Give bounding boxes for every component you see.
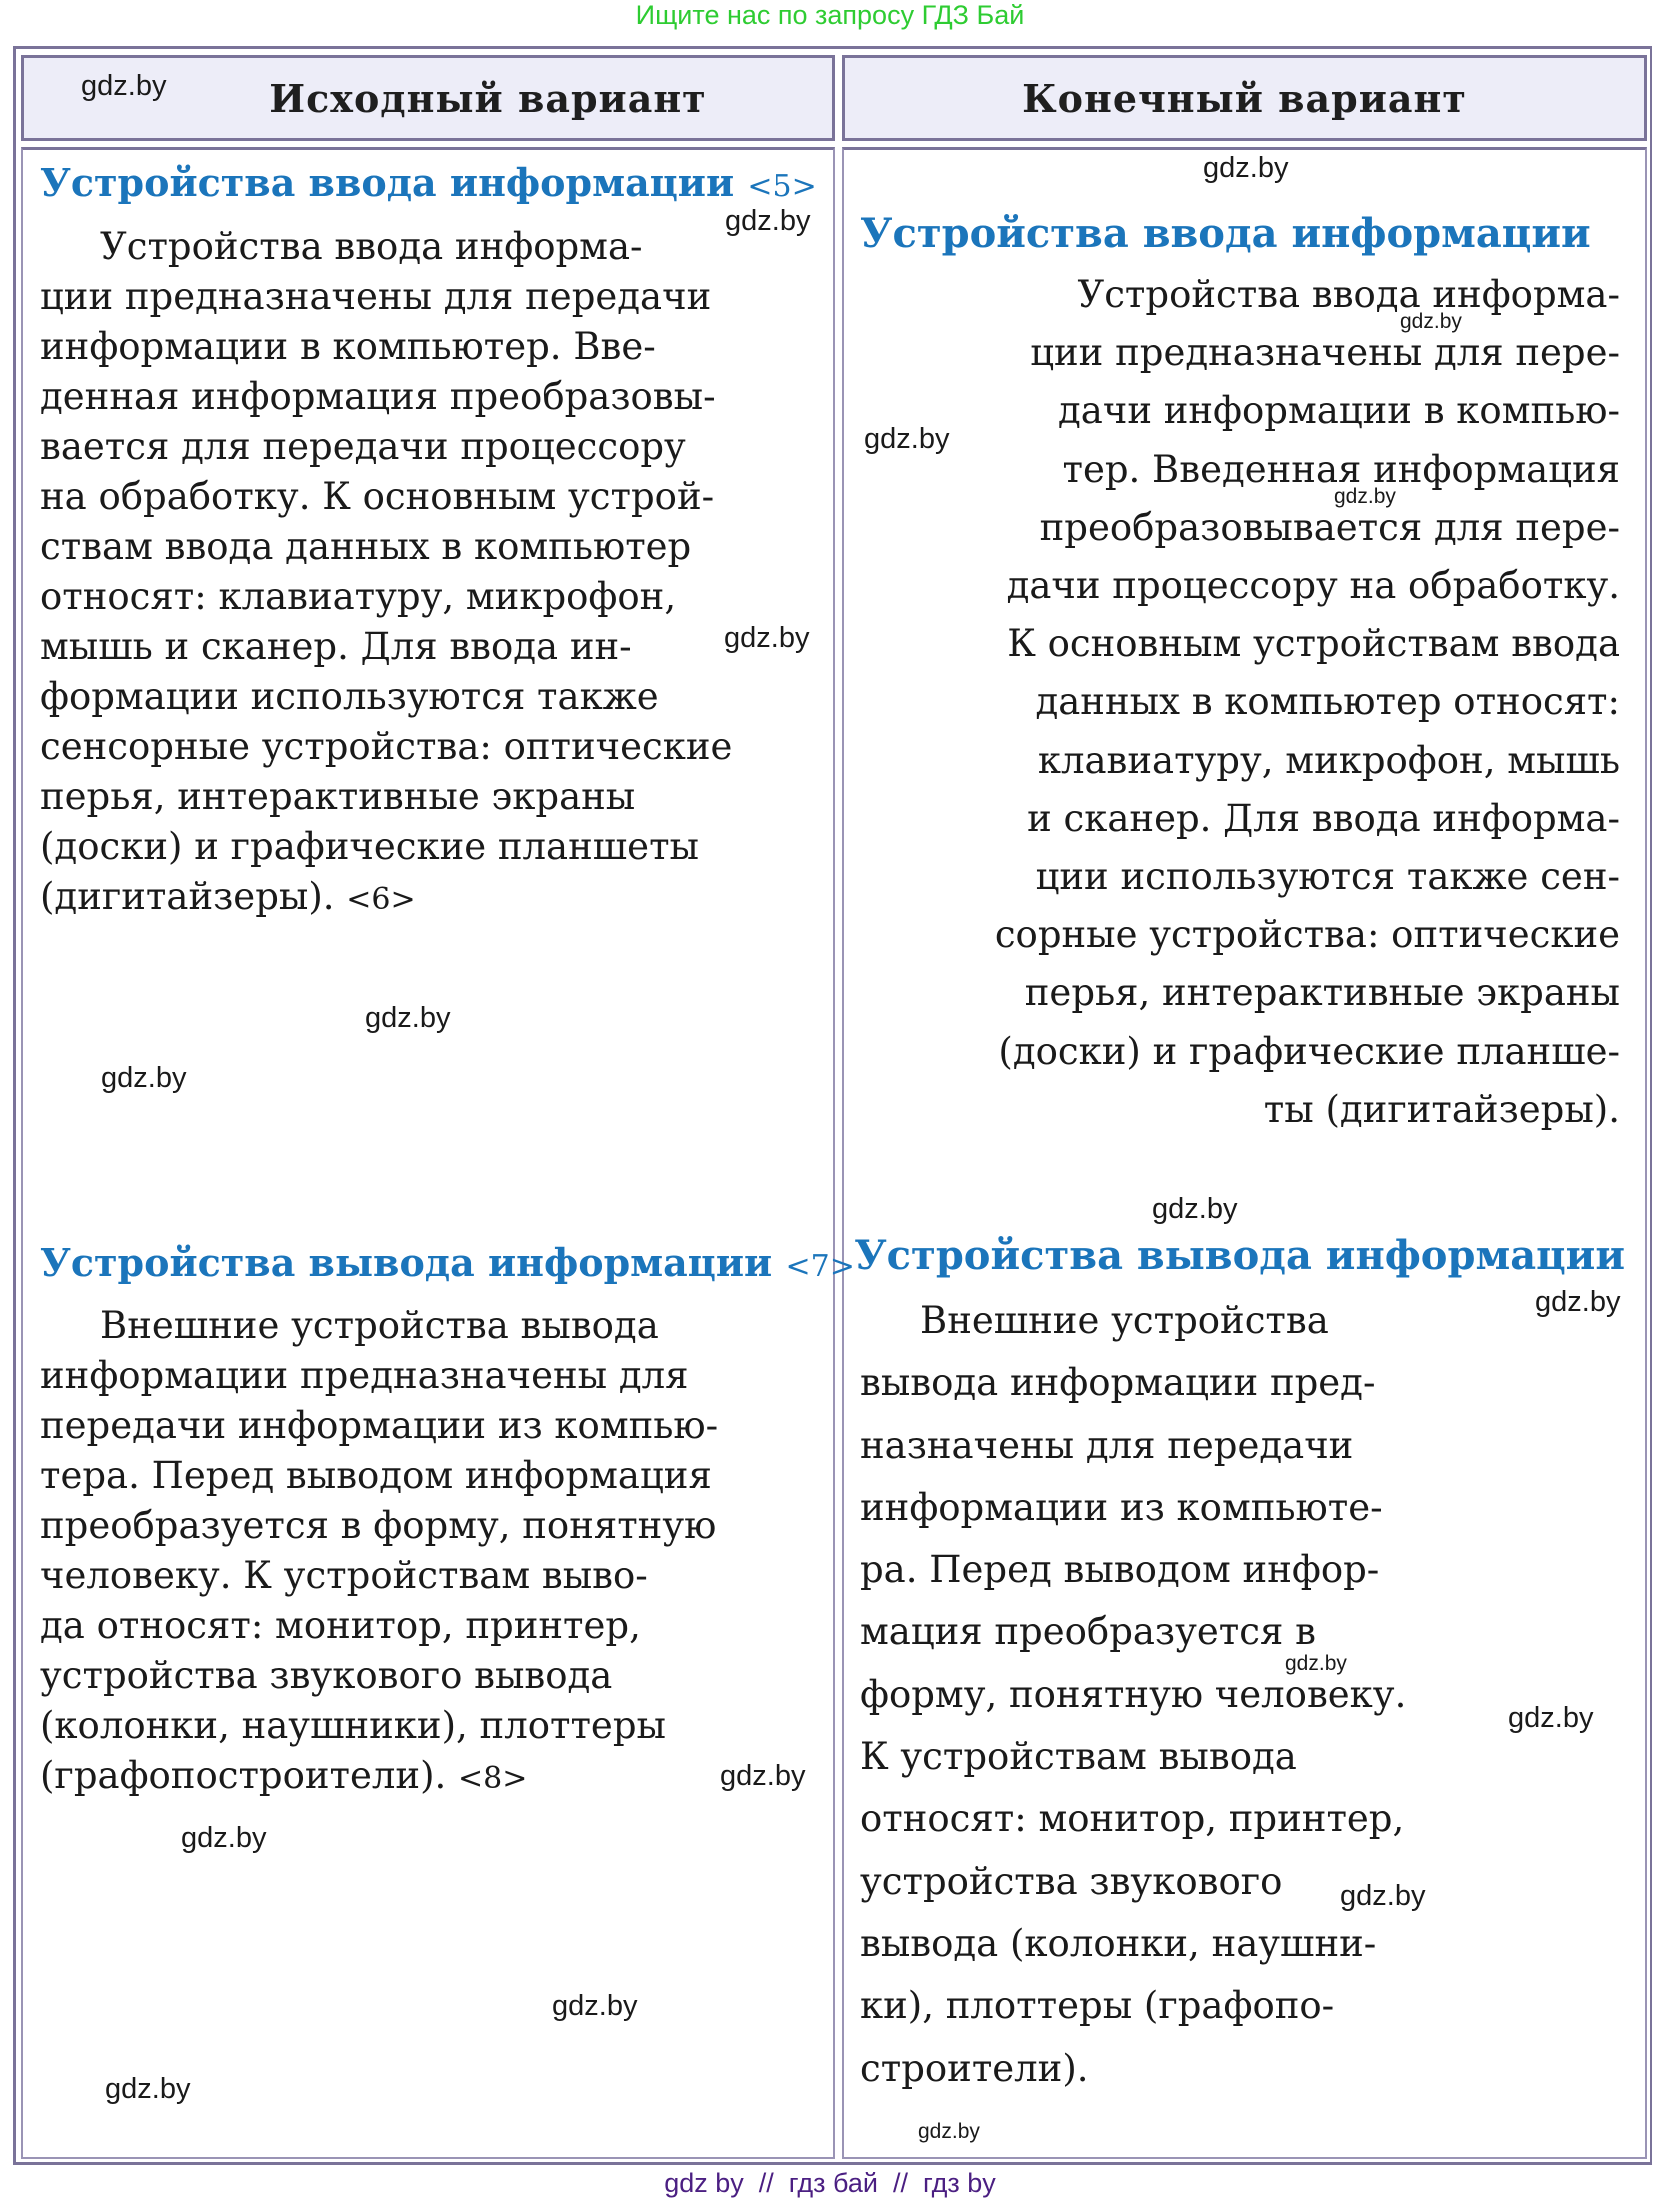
watermark: gdz.by xyxy=(1285,1652,1347,1675)
right-paragraph-output-devices: Внешние устройства вывода информации пред- назначены для передачи информации из компьюте- ра. Перед выводом инфор- мация преобразуется в форму, понятную человеку. К устройствам вывода относят: монитор, принтер, устройства звукового вывода (колонки, наушни- ки), плоттеры (графопо- строители). xyxy=(860,1299,1407,2090)
watermark: gdz.by xyxy=(1203,152,1289,184)
watermark: gdz.by xyxy=(81,70,167,102)
watermark: gdz.by xyxy=(864,423,950,455)
ref-marker: <7> xyxy=(785,1249,855,1284)
watermark: gdz.by xyxy=(725,205,811,237)
footer-links: gdz by // гдз бай // гдз by xyxy=(664,2168,996,2198)
watermark: gdz.by xyxy=(1400,310,1462,333)
watermark: gdz.by xyxy=(181,1822,267,1854)
right-heading-input-devices: Устройства ввода информации xyxy=(860,210,1591,257)
watermark: gdz.by xyxy=(552,1990,638,2022)
right-heading-output-devices: Устройства вывода информации xyxy=(854,1232,1625,1279)
watermark: gdz.by xyxy=(918,2120,980,2143)
left-paragraph-input-devices: Устройства ввода информа- ции предназначены для передачи информации в компьютер. Вве- денная информация преобразовы- вается для передачи процессору на обработку. К основным устрой- ствам ввода данных в компьютер относят: клавиатуру, микрофон, мышь и сканер. Для ввода ин- формации используются также сенсорные устройства: оптические перья, интерактивные экраны (доски) и графические планшеты (дигитайзеры). <6> xyxy=(40,225,733,918)
header-original-label: Исходный вариант xyxy=(269,75,707,121)
header-final-variant xyxy=(842,55,1647,141)
watermark: gdz.by xyxy=(720,1760,806,1792)
right-paragraph-input-devices: Устройства ввода информа- ции предназначены для пере- дачи информации в компью- тер. Введенная информация преобразовывается для пере- дачи процессору на обработку. К основным устройствам ввода данных в компьютер относят: клавиатуру, микрофон, мышь и сканер. Для ввода информа- ции используются также сен- сорные устройства: оптические перья, интерактивные экраны (доски) и графические планше- ты (дигитайзеры). xyxy=(994,273,1620,1131)
watermark: gdz.by xyxy=(724,622,810,654)
watermark: gdz.by xyxy=(1334,485,1396,508)
watermark: gdz.by xyxy=(1535,1286,1621,1318)
left-heading-output-devices: Устройства вывода информации <7> xyxy=(40,1240,855,1285)
watermark: gdz.by xyxy=(1508,1702,1594,1734)
watermark: gdz.by xyxy=(1340,1880,1426,1912)
ref-marker: <8> xyxy=(458,1761,528,1796)
search-banner: Ищите нас по запросу ГДЗ Бай xyxy=(635,0,1025,30)
header-final-label: Конечный вариант xyxy=(1022,75,1467,121)
watermark: gdz.by xyxy=(105,2073,191,2105)
ref-marker: <6> xyxy=(346,882,416,917)
left-heading-input-devices: Устройства ввода информации <5> xyxy=(40,160,817,205)
left-paragraph-output-devices: Внешние устройства вывода информации предназначены для передачи информации из компью- тера. Перед выводом информация преобразуется в форму, понятную человеку. К устройствам выво- да относят: монитор, принтер, устройства звукового вывода (колонки, наушники), плоттеры (графопостроители). <8> xyxy=(40,1304,719,1797)
watermark: gdz.by xyxy=(1152,1193,1238,1225)
ref-marker: <5> xyxy=(747,169,817,204)
watermark: gdz.by xyxy=(101,1062,187,1094)
watermark: gdz.by xyxy=(365,1002,451,1034)
